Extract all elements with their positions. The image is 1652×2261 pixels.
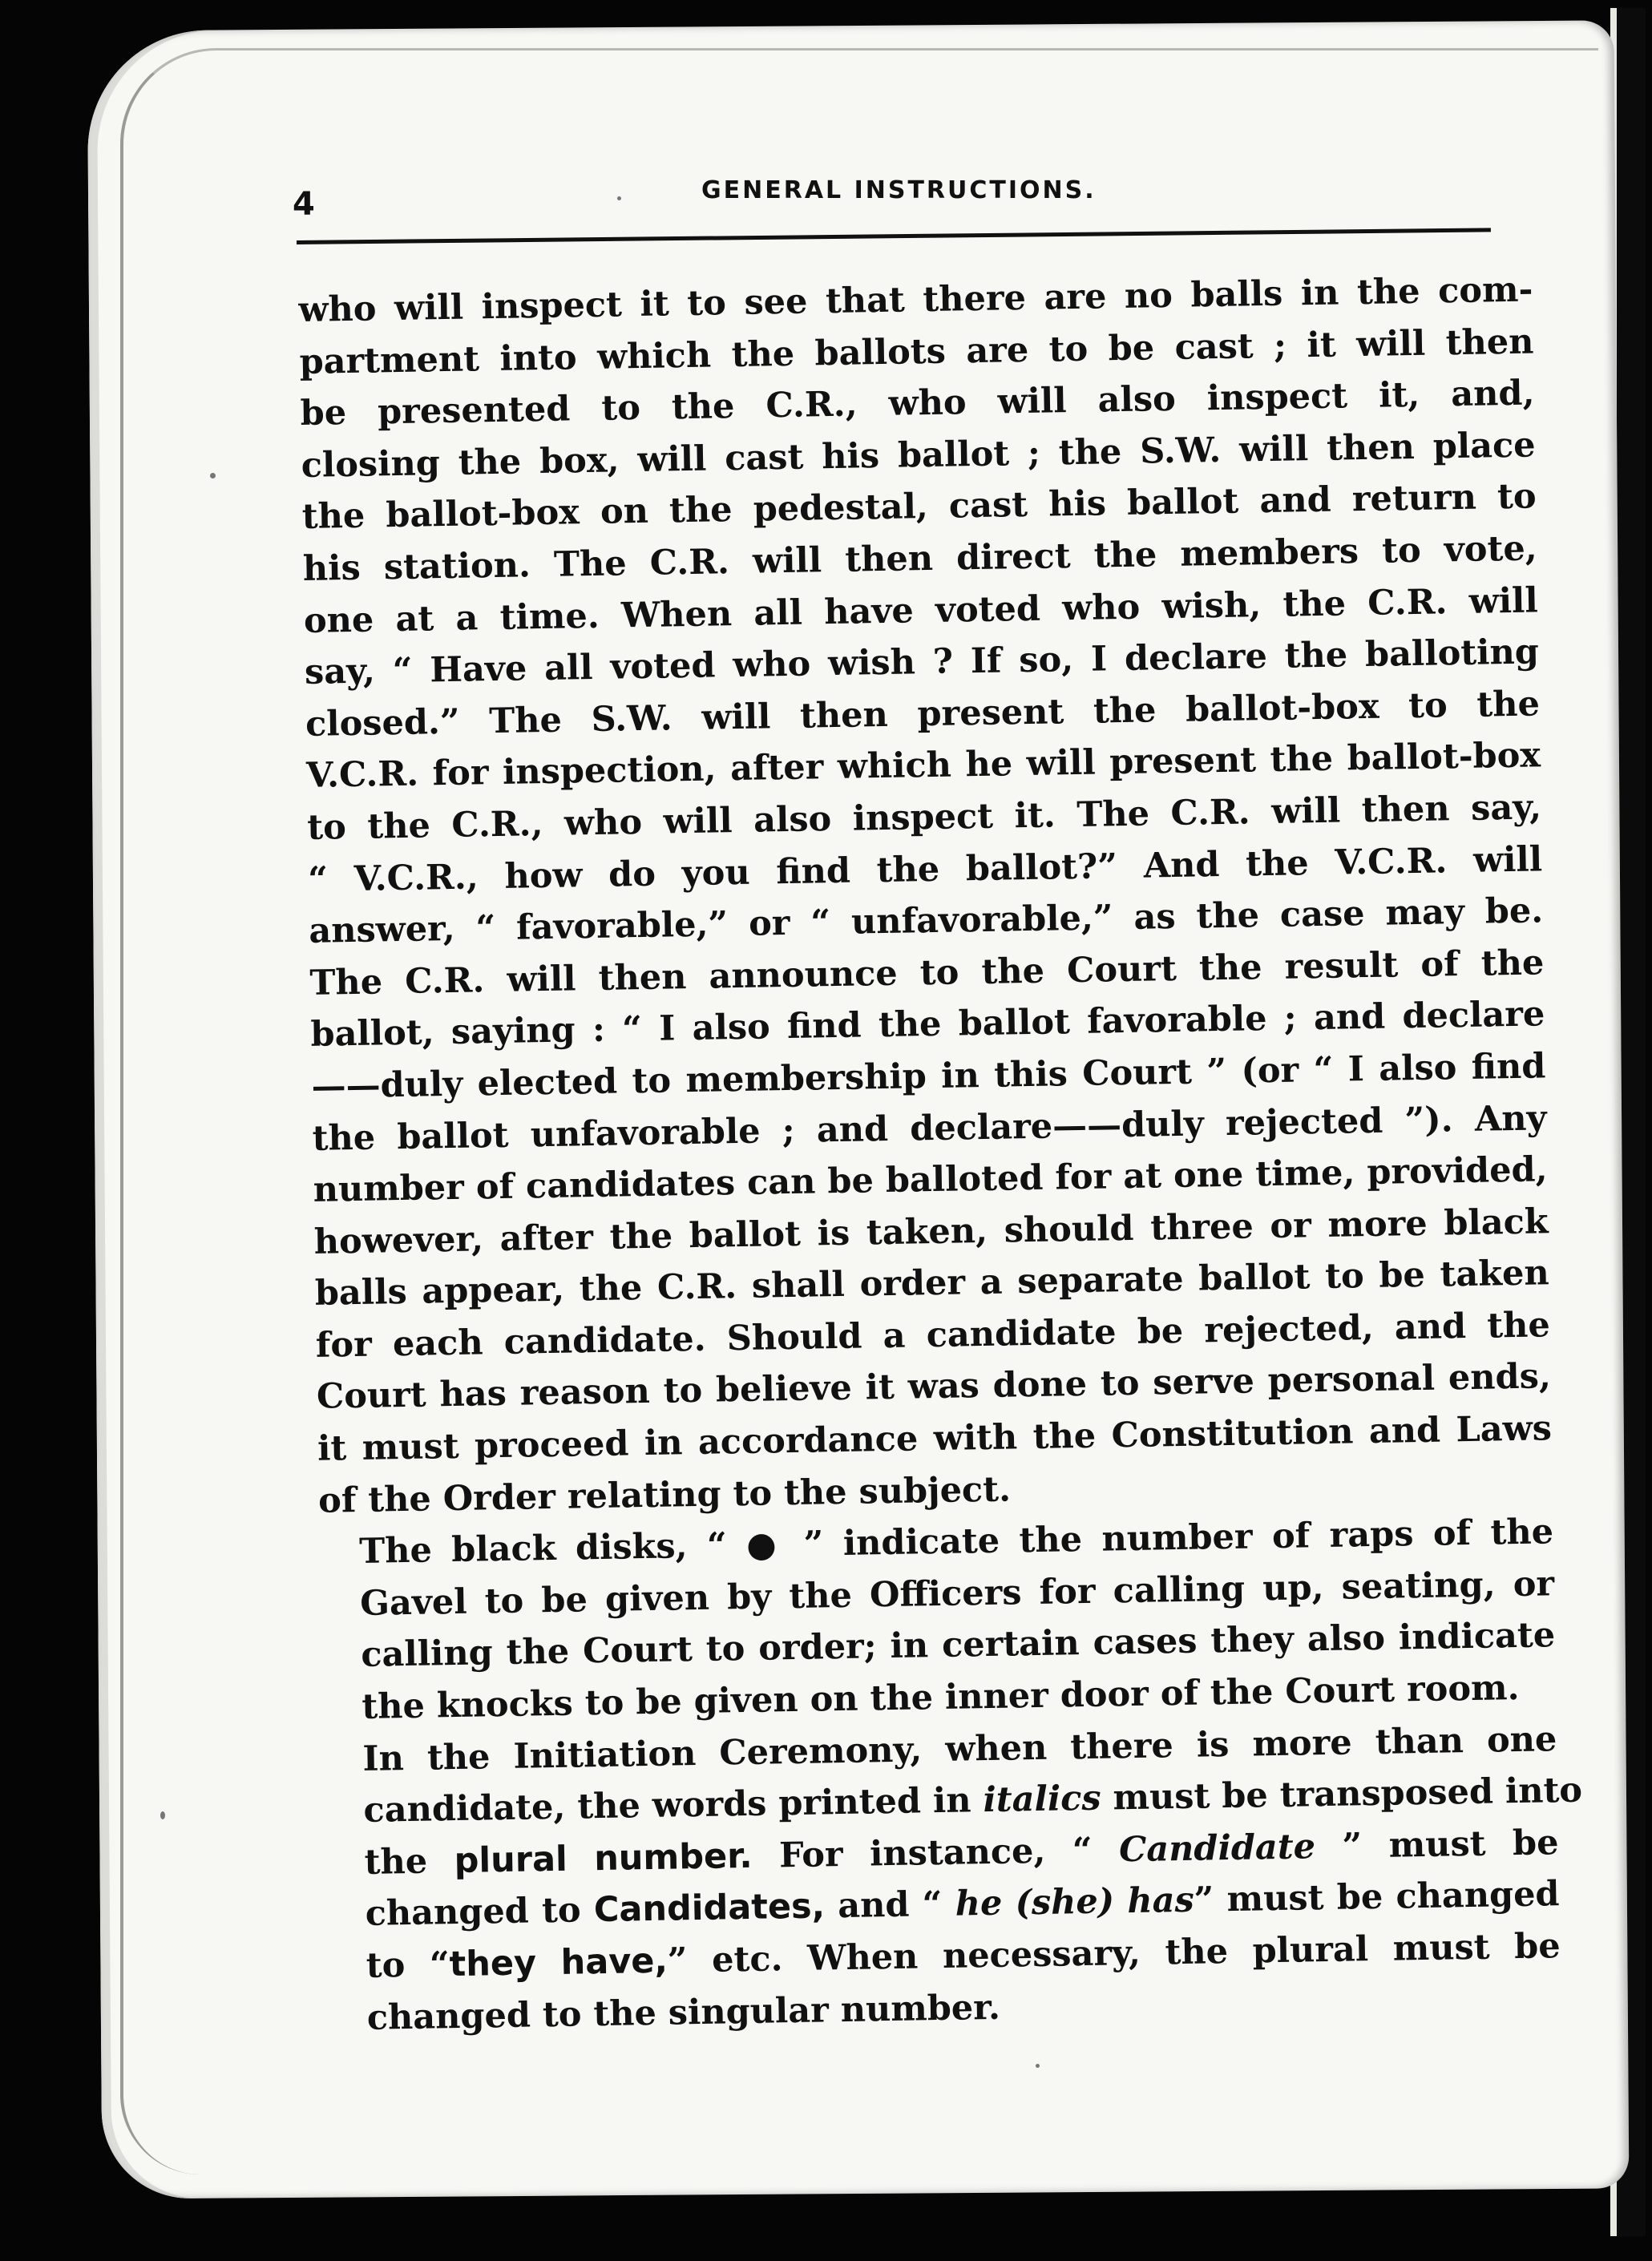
italic-run: italics (983, 1778, 1101, 1821)
text-line: say, “ Have all voted who wish ? If so, I declare the balloting (304, 632, 1540, 693)
print-speck (210, 473, 216, 478)
italic-run: Candidate (1118, 1827, 1316, 1871)
paragraph-balloting (298, 264, 1553, 1527)
running-title: GENERAL INSTRUCTIONS. (701, 176, 1097, 204)
text-line: the ballot-box on the pedestal, cast his ballot and return to (301, 476, 1537, 538)
text-line: ——duly elected to membership in this Court ” (or “ I also find (311, 1046, 1546, 1107)
paragraph-initiation-ceremony (322, 1714, 1583, 2045)
text-line: to the C.R., who will also inspect it. The C.R. will then say, (306, 787, 1542, 848)
text-line: one at a time. When all have voted who wish, the C.R. will (303, 579, 1539, 641)
bold-run: they have, (449, 1940, 668, 1985)
body-text (298, 264, 1583, 2044)
text-line: his station. The C.R. will then direct the members to vote, (302, 528, 1538, 589)
print-speck (1036, 2064, 1040, 2068)
text-line: calling the Court to order; in certain cases they also indicate (360, 1615, 1556, 1676)
text-line: Court has reason to believe it was done to serve personal ends, (316, 1356, 1552, 1418)
text-line: balls appear, the C.R. shall order a separate ballot to be taken (314, 1253, 1550, 1314)
text-line: number of candidates can be balloted for at one time, provided, (313, 1149, 1548, 1210)
text-run: ” must be changed (1194, 1874, 1560, 1921)
text-run: and “ (824, 1884, 956, 1927)
text-run: candidate, the words printed in (363, 1780, 984, 1831)
print-speck (160, 1811, 165, 1819)
text-run: the (364, 1840, 455, 1883)
text-line: be presented to the C.R., who will also inspect it, and, (300, 373, 1535, 434)
text-line: The C.R. will then announce to the Court the result of the (309, 943, 1545, 1003)
text-run: must be transposed into (1101, 1770, 1583, 1819)
text-line: the ballot unfavorable ; and declare——duly rejected ”). Any (312, 1097, 1547, 1159)
text-line: partment into which the ballots are to be cast ; it will then (299, 321, 1534, 382)
italic-run: he (she) has (955, 1880, 1195, 1925)
text-line: “ V.C.R., how do you find the ballot?” And the V.C.R. will (307, 838, 1543, 900)
text-line: ballot, saying : “ I also find the ballot favorable ; and declare (310, 994, 1545, 1056)
text-run: ” etc. When necessary, the plural must be (667, 1926, 1561, 1981)
bold-run: plural number. (454, 1835, 753, 1881)
text-run: For instance, “ (752, 1830, 1120, 1876)
bold-run: Candidates, (593, 1886, 826, 1931)
text-line: closed.” The S.W. will then present the ballot-box to the (305, 684, 1541, 745)
text-line: the knocks to be given on the inner door of the Court room. (362, 1668, 1520, 1727)
text-line: V.C.R. for inspection, after which he will present the ballot-box (305, 735, 1541, 797)
text-run: changed to (365, 1890, 595, 1935)
text-line: of the Order relating to the subject. (317, 1469, 1012, 1521)
text-line: for each candidate. Should a candidate be rejected, and the (315, 1305, 1551, 1366)
paragraph-black-disks (319, 1507, 1557, 1734)
text-line: it must proceed in accordance with the Constitution and Laws (317, 1408, 1553, 1469)
text-line: who will inspect it to see that there are no balls in the com- (298, 269, 1533, 330)
text-run: to “ (366, 1944, 450, 1986)
text-line: The black disks, “ ● ” indicate the number of raps of the (358, 1512, 1554, 1573)
text-line: answer, “ favorable,” or “ unfavorable,” as the case may be. (308, 890, 1544, 952)
text-line: however, after the ballot is taken, should three or more black (313, 1201, 1549, 1262)
text-line: changed to the singular number. (366, 1987, 1001, 2038)
print-speck (617, 196, 621, 200)
text-run: ” must be (1315, 1823, 1559, 1867)
text-line: Gavel to be given by the Officers for calling up, seating, or (359, 1564, 1555, 1624)
text-line: In the Initiation Ceremony, when there is more than one (362, 1718, 1557, 1779)
page-number: 4 (293, 186, 315, 223)
text-line: closing the box, will cast his ballot ; the S.W. will then place (301, 425, 1536, 486)
